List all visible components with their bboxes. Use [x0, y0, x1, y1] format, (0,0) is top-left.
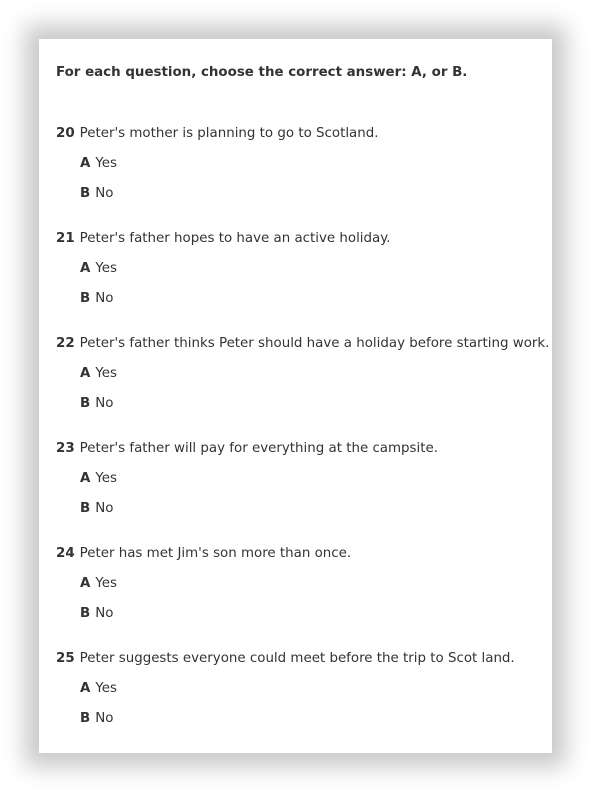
option-b[interactable] [80, 605, 113, 623]
question-number: 20 [56, 126, 75, 141]
option-label: Yes [95, 471, 117, 486]
question-text: Peter's father hopes to have an active holiday. [79, 231, 391, 246]
option-label: No [95, 606, 114, 621]
question-line [56, 545, 546, 563]
option-letter: A [80, 471, 91, 486]
question-text: Peter has met Jim's son more than once. [79, 546, 352, 561]
option-label: No [95, 186, 114, 201]
instruction-text: For each question, choose the correct answer: A, or B. [56, 65, 468, 80]
question-item [56, 335, 550, 411]
option-letter: A [80, 261, 91, 276]
option-label: Yes [95, 156, 117, 171]
option-letter: B [80, 396, 91, 411]
question-line [56, 650, 546, 668]
question-item [56, 230, 546, 306]
option-b[interactable] [80, 290, 113, 308]
question-text: Peter's mother is planning to go to Scotland. [79, 126, 379, 141]
question-text: Peter suggests everyone could meet before the trip to Scot land. [79, 651, 515, 666]
option-label: No [95, 501, 114, 516]
option-a[interactable] [80, 575, 117, 593]
option-label: Yes [95, 576, 117, 591]
option-label: Yes [95, 261, 117, 276]
question-line [56, 335, 550, 353]
option-letter: B [80, 291, 91, 306]
option-label: No [95, 291, 114, 306]
question-item [56, 545, 546, 621]
option-letter: B [80, 501, 91, 516]
question-line [56, 125, 546, 143]
option-letter: A [80, 156, 91, 171]
option-a[interactable] [80, 680, 117, 698]
option-b[interactable] [80, 500, 113, 518]
option-label: No [95, 711, 114, 726]
option-b[interactable] [80, 710, 113, 728]
question-text: Peter's father thinks Peter should have a holiday before starting work. [79, 336, 550, 351]
option-letter: B [80, 606, 91, 621]
question-line [56, 230, 546, 248]
question-number: 25 [56, 651, 75, 666]
question-number: 22 [56, 336, 75, 351]
option-a[interactable] [80, 365, 117, 383]
question-number: 23 [56, 441, 75, 456]
option-b[interactable] [80, 185, 113, 203]
option-a[interactable] [80, 155, 117, 173]
option-label: No [95, 396, 114, 411]
option-label: Yes [95, 681, 117, 696]
option-a[interactable] [80, 260, 117, 278]
question-sheet [39, 39, 552, 753]
question-number: 21 [56, 231, 75, 246]
option-letter: B [80, 711, 91, 726]
option-letter: A [80, 366, 91, 381]
question-line [56, 440, 546, 458]
option-label: Yes [95, 366, 117, 381]
option-b[interactable] [80, 395, 113, 413]
question-item [56, 440, 546, 516]
question-text: Peter's father will pay for everything at the campsite. [79, 441, 438, 456]
option-letter: A [80, 681, 91, 696]
option-a[interactable] [80, 470, 117, 488]
option-letter: A [80, 576, 91, 591]
question-item [56, 125, 546, 201]
question-number: 24 [56, 546, 75, 561]
option-letter: B [80, 186, 91, 201]
question-item [56, 650, 546, 726]
